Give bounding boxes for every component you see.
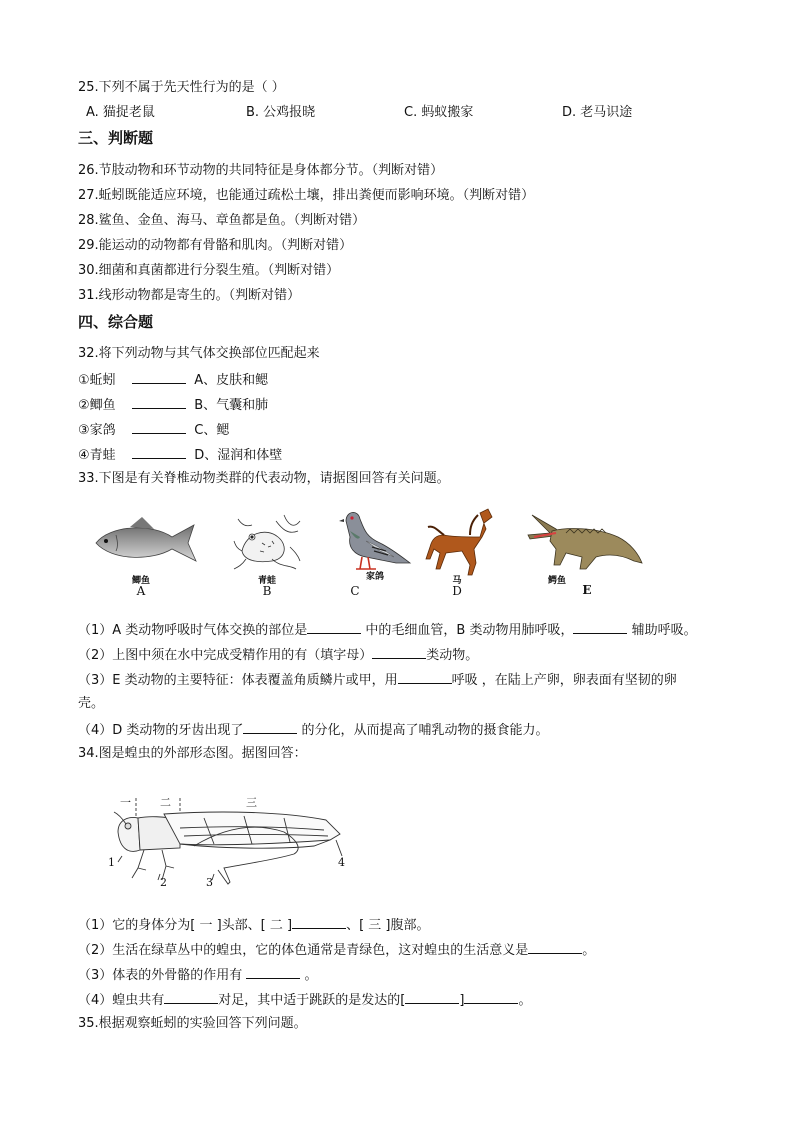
locust-illustration <box>104 788 354 898</box>
q33-p4-blank[interactable] <box>243 720 297 734</box>
q33-stem: 33.下图是有关脊椎动物类群的代表动物，请据图回答有关问题。 <box>78 471 450 486</box>
locust-diagram <box>104 788 354 898</box>
q32-right-4: D、湿润和体壁 <box>194 448 283 463</box>
animal-caption-a: 鲫鱼 <box>131 576 150 586</box>
q33-part-3-cont: 壳。 <box>78 696 105 711</box>
q33-p1-text-b: 中的毛细血管，B 类动物用肺呼吸， <box>361 623 574 638</box>
q33-part-3 <box>78 670 677 690</box>
q32-left-1: ①蚯蚓 <box>78 373 116 388</box>
q34-p3-text-a: （3）体表的外骨骼的作用有 <box>78 968 247 983</box>
q34-p4-blank-3[interactable] <box>464 990 518 1004</box>
q32-left-3: ③家鸽 <box>78 423 116 438</box>
q33-p3-text-a: （3）E 类动物的主要特征：体表覆盖角质鳞片或甲，用 <box>78 673 398 688</box>
animal-letter-a: A <box>136 584 146 598</box>
q32-row-2 <box>78 395 268 415</box>
q25-stem: 25.下列不属于先天性行为的是（ ） <box>78 80 285 95</box>
q34-stem: 34.图是蝗虫的外部形态图。据图回答： <box>78 746 307 761</box>
q25-option-b: B. 公鸡报晓 <box>246 105 316 120</box>
q33-p2-text-b: 类动物。 <box>426 648 479 663</box>
animal-caption-d: 马 <box>452 576 462 586</box>
animal-letter-c: C <box>350 584 360 598</box>
q32-row-4 <box>78 445 282 465</box>
q34-p4-text-a: （4）蝗虫共有 <box>78 993 165 1008</box>
q34-p1-text-a: （1）它的身体分为[ 一 ]头部、[ 二 ] <box>78 918 293 933</box>
frog-illustration <box>232 511 302 573</box>
locust-label-seg3: 三 <box>246 796 257 809</box>
q33-p4-text-a: （4）D 类动物的牙齿出现了 <box>78 723 244 738</box>
q33-p2-blank[interactable] <box>372 645 426 659</box>
q33-part-2 <box>78 645 478 665</box>
horse-illustration <box>422 507 498 579</box>
crocodile-illustration <box>526 509 646 579</box>
q35-stem: 35.根据观察蚯蚓的实验回答下列问题。 <box>78 1016 307 1031</box>
animal-caption-b: 青蛙 <box>257 576 276 586</box>
judge-item-28: 28.鲨鱼、金鱼、海马、章鱼都是鱼。（判断对错） <box>78 213 366 228</box>
fish-illustration <box>90 517 200 565</box>
q32-row-3 <box>78 420 229 440</box>
vertebrate-figure <box>86 507 656 599</box>
q33-p3-text-b: 呼吸 ，在陆上产卵，卵表面有坚韧的卵 <box>451 673 677 688</box>
q34-p1-text-b: 、[ 三 ]腹部。 <box>346 918 430 933</box>
judge-item-31: 31.线形动物都是寄生的。（判断对错） <box>78 288 301 303</box>
animal-caption-c: 家鸽 <box>365 572 384 582</box>
q34-p4-text-b: 对足，其中适于跳跃的是发达的[ <box>218 993 406 1008</box>
q34-part-4 <box>78 990 531 1010</box>
locust-label-2: 2 <box>160 876 167 889</box>
q33-p4-text-b: 的分化，从而提高了哺乳动物的摄食能力。 <box>297 723 549 738</box>
q34-p1-blank[interactable] <box>292 915 346 929</box>
q32-stem: 32.将下列动物与其气体交换部位匹配起来 <box>78 346 320 361</box>
q32-right-1: A、皮肤和鳃 <box>194 373 269 388</box>
q32-row-1 <box>78 370 268 390</box>
q25-option-d: D. 老马识途 <box>562 105 633 120</box>
animal-letter-b: B <box>262 584 272 598</box>
q34-p2-text-a: （2）生活在绿草丛中的蝗虫，它的体色通常是青绿色，这对蝗虫的生活意义是 <box>78 943 529 958</box>
q33-p1-text-a: （1）A 类动物呼吸时气体交换的部位是 <box>78 623 308 638</box>
q32-left-4: ④青蛙 <box>78 448 116 463</box>
judge-item-30: 30.细菌和真菌都进行分裂生殖。（判断对错） <box>78 263 340 278</box>
q33-p1-blank-2[interactable] <box>573 620 627 634</box>
animal-letter-e: E <box>582 583 592 597</box>
q33-p1-blank-1[interactable] <box>307 620 361 634</box>
locust-label-seg2: 二 <box>160 796 171 809</box>
q34-part-2 <box>78 940 595 960</box>
locust-label-4: 4 <box>338 856 345 869</box>
q32-blank-3[interactable] <box>132 420 186 434</box>
q34-p3-blank[interactable] <box>246 965 300 979</box>
locust-label-3: 3 <box>206 876 213 889</box>
q32-blank-2[interactable] <box>132 395 186 409</box>
q33-p1-text-c: 辅助呼吸。 <box>627 623 697 638</box>
q32-right-2: B、气囊和肺 <box>194 398 269 413</box>
q34-part-3 <box>78 965 318 985</box>
animal-caption-e: 鳄鱼 <box>547 576 566 586</box>
q34-p4-text-d: 。 <box>518 993 532 1008</box>
q33-p3-blank[interactable] <box>398 670 452 684</box>
q25-option-a: A. 猫捉老鼠 <box>86 105 155 120</box>
q34-p3-text-b: 。 <box>300 968 318 983</box>
q34-part-1 <box>78 915 430 935</box>
q34-p4-blank-2[interactable] <box>405 990 459 1004</box>
judge-item-27: 27.蚯蚓既能适应环境，也能通过疏松土壤，排出粪便而影响环境。（判断对错） <box>78 188 535 203</box>
q32-left-2: ②鲫鱼 <box>78 398 116 413</box>
q32-blank-1[interactable] <box>132 370 186 384</box>
animal-letter-d: D <box>452 584 462 598</box>
q25-option-c: C. 蚂蚁搬家 <box>404 105 474 120</box>
q34-p2-blank[interactable] <box>528 940 582 954</box>
locust-label-seg1: 一 <box>120 796 131 809</box>
q33-part-1 <box>78 620 697 640</box>
q33-p2-text-a: （2）上图中须在水中完成受精作用的有（填字母） <box>78 648 373 663</box>
q32-blank-4[interactable] <box>132 445 186 459</box>
pigeon-illustration <box>336 507 412 577</box>
q34-p2-text-b: 。 <box>582 943 596 958</box>
q34-p4-blank-1[interactable] <box>164 990 218 1004</box>
locust-label-1: 1 <box>108 856 115 869</box>
q32-right-3: C、鳃 <box>194 423 230 438</box>
judge-item-26: 26.节肢动物和环节动物的共同特征是身体都分节。（判断对错） <box>78 163 444 178</box>
judge-item-29: 29.能运动的动物都有骨骼和肌肉。（判断对错） <box>78 238 353 253</box>
section-3-title: 三、判断题 <box>78 129 154 147</box>
q34-p4-text-c: ] <box>459 993 465 1008</box>
section-4-title: 四、综合题 <box>78 313 154 331</box>
q33-part-4 <box>78 720 549 740</box>
